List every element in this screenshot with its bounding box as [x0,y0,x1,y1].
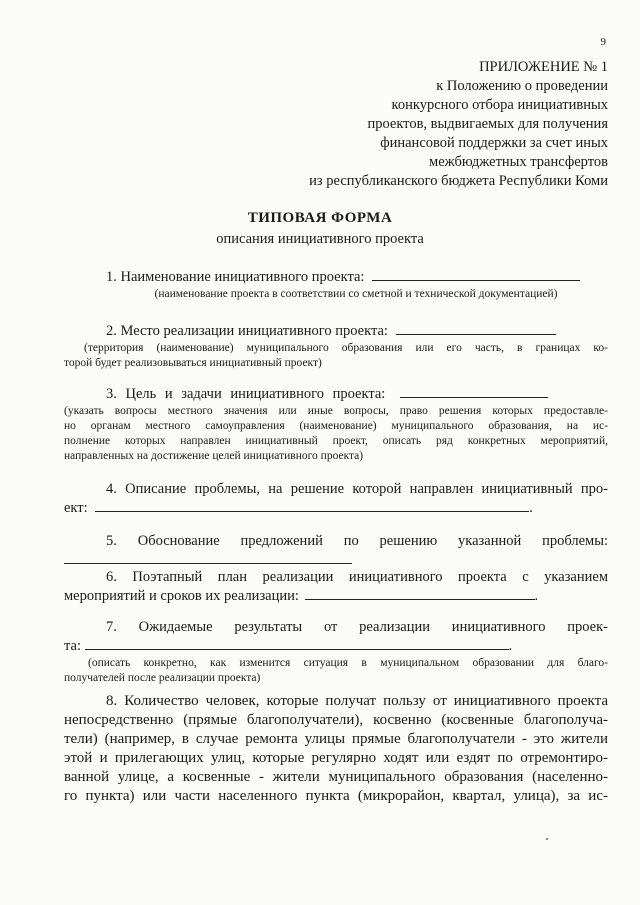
item-3-note-l4: направленных на достижение целей инициативного проекта) [64,450,364,462]
item-5 [64,532,608,570]
scan-speck [546,838,548,840]
item-1 [64,268,608,302]
form-title: ТИПОВАЯ ФОРМА [247,210,393,226]
item-7-text-l2: та: [64,638,81,654]
item-5-text: 5. Обоснование предложений по решению указанной проблемы: [106,533,608,549]
form-subtitle: описания инициативного проекта [216,231,424,247]
appendix-line: межбюджетных трансфертов [429,154,608,170]
item-6-text-l1: 6. Поэтапный план реализации инициативного проекта с указанием [106,569,608,585]
item-2-note-l1: (территория (наименование) муниципального образования или его часть, в границах ко- [84,342,608,354]
item-7-note-l1: (описать конкретно, как изменится ситуация в муниципальном образовании для благо- [88,657,608,669]
item-1-blank[interactable] [372,268,580,281]
appendix-line: из республиканского бюджета Республики Коми [309,173,608,189]
item-7-text-l1: 7. Ожидаемые результаты от реализации инициативного проек- [106,619,608,635]
item-8 [64,692,608,806]
item-6-text-l2: мероприятий и сроков их реализации: [64,588,299,604]
item-2-note-l2: торой будет реализовываться инициативный проект) [64,357,322,369]
appendix-line: к Положению о проведении [436,78,608,94]
item-6-end: . [534,588,539,604]
appendix-line: финансовой поддержки за счет иных [380,135,608,151]
item-2-blank[interactable] [396,322,556,335]
item-3-text: 3. Цель и задачи инициативного проекта: [106,386,386,402]
appendix-line: конкурсного отбора инициативных [391,97,608,113]
item-8-line: ванной улице, а косвенные - жители муниципального образования (населенно- [64,769,608,785]
item-3 [64,385,608,464]
item-4-text-l2: ект: [64,500,88,516]
item-3-note-l1: (указать вопросы местного значения или иные вопросы, право решения которых предоставле- [64,405,608,417]
item-8-line: тели) (например, в случае ремонта улицы прямые благополучатели - это жители [64,731,608,747]
item-1-text: 1. Наименование инициативного проекта: [106,269,365,285]
item-4-blank[interactable] [95,499,529,512]
appendix-line: ПРИЛОЖЕНИЕ № 1 [479,59,608,75]
item-7-note-l2: получателей после реализации проекта) [64,672,261,684]
item-4-end: . [529,500,533,516]
appendix-header [248,58,608,191]
item-7-end: . [508,638,513,654]
item-7 [64,618,608,686]
item-3-blank[interactable] [400,385,548,398]
item-5-blank[interactable] [64,551,352,564]
item-6-blank[interactable] [305,587,535,600]
item-2 [64,322,608,371]
item-7-blank[interactable] [85,637,509,650]
item-2-text: 2. Место реализации инициативного проекта: [106,323,388,339]
item-1-note: (наименование проекта в соответствии со сметной и технической документацией) [154,288,558,300]
item-3-note-l3: полнение которых направлен инициативный проект, описать ряд конкретных мероприятий, [64,435,608,447]
item-8-line: непосредственно (прямые благополучатели), косвенно (косвенные благополуча- [64,712,608,728]
item-8-line: 8. Количество человек, которые получат пользу от инициативного проекта [106,693,608,709]
appendix-line: проектов, выдвигаемых для получения [367,116,608,132]
page-number: 9 [600,36,606,48]
item-8-line: го пункта) или части населенного пункта (микрорайон, квартал, улица), за ис- [64,788,608,804]
item-3-note-l2: но органам местного самоуправления (наименование) муниципального образования, на ис- [64,420,608,432]
item-6 [64,568,608,606]
item-4-text-l1: 4. Описание проблемы, на решение которой направлен инициативный про- [106,481,608,497]
item-4 [64,480,608,518]
item-8-line: этой и прилегающих улиц, которые регулярно ходят или ездят по отремонтиро- [64,750,608,766]
